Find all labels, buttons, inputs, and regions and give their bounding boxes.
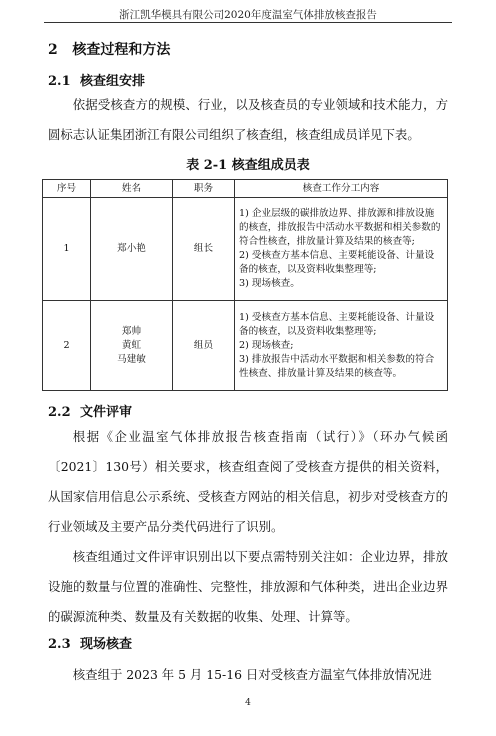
table-row [43, 198, 448, 301]
member-role: 组员 [173, 301, 235, 391]
table-header-row [43, 180, 448, 198]
running-header: 浙江凯华模具有限公司2020年度温室气体排放核查报告 [119, 9, 377, 21]
row-number: 1 [43, 198, 91, 301]
subsection-title: 文件评审 [80, 405, 133, 420]
subsection-number: 2.2 [48, 405, 71, 420]
subsection-2-2-heading [48, 401, 132, 420]
member-name: 郑帅 [121, 325, 142, 337]
member-duties [235, 301, 448, 391]
duty-item: 2) 受核查方基本信息、主要耗能设备、计量设备的核查，以及资料收集整理等; [239, 250, 435, 275]
member-role: 组长 [173, 198, 235, 301]
header-cell-duties: 核查工作分工内容 [235, 180, 448, 198]
duty-item: 1) 受核查方基本信息、主要耗能设备、计量设备的核查，以及资料收集整理等; [239, 311, 435, 337]
subsection-2-1-heading [48, 70, 145, 89]
subsection-2-3-heading [48, 633, 132, 652]
onsite-verification-paragraph: 核查组于 2023 年 5 月 15-16 日对受核查方温室气体排放情况进 [72, 667, 432, 682]
header-cell-no: 序号 [43, 180, 91, 198]
subsection-number: 2.3 [48, 637, 71, 652]
member-name: 马建敏 [117, 353, 146, 365]
duty-item: 3) 排放报告中活动水平数据和相关参数的符合性核查、排放量计算及结果的核查等。 [239, 353, 435, 379]
subsection-title: 核查组安排 [80, 74, 146, 89]
section-number: 2 [48, 42, 58, 58]
header-cell-role: 职务 [173, 180, 235, 198]
duty-item: 3) 现场核查。 [239, 278, 300, 289]
member-names [91, 301, 173, 391]
row-number: 2 [43, 301, 91, 391]
team-members-table [42, 179, 448, 391]
member-name: 郑小艳 [91, 198, 173, 301]
member-name: 黄虹 [121, 339, 142, 351]
header-cell-name: 姓名 [91, 180, 173, 198]
duty-item: 1) 企业层级的碳排放边界、排放源和排放设施的核查，排放报告中活动水平数据和相关参数的符合性核查，排放量计算及结果的核查等; [239, 208, 441, 247]
header-divider [44, 22, 452, 23]
table-caption: 表 2-1 核查组成员表 [186, 158, 310, 173]
section-heading [48, 39, 170, 59]
duty-item: 2) 现场核查; [239, 339, 294, 351]
subsection-title: 现场核查 [80, 637, 133, 652]
table-row [43, 301, 448, 391]
document-review-paragraph-1: 根据《企业温室气体排放报告核查指南（试行）》（环办气候函〔2021〕130号）相关要求，核查组查阅了受核查方提供的相关资料，从国家信用信息公示系统、受核查方网站的相关信息，初步对受核查方的行业领域及主要产品分类代码进行了识别。 [48, 429, 448, 534]
team-arrangement-paragraph: 依据受核查方的规模、行业，以及核查员的专业领域和技术能力，方圆标志认证集团浙江有限公司组织了核查组，核查组成员详见下表。 [48, 97, 448, 142]
member-duties [235, 198, 448, 301]
subsection-number: 2.1 [48, 74, 71, 89]
section-title: 核查过程和方法 [72, 42, 171, 58]
document-review-paragraph-2: 核查组通过文件评审识别出以下要点需特别关注如：企业边界，排放设施的数量与位置的准确性、完整性，排放源和气体种类，进出企业边界的碳源流种类、数量及有关数据的收集、处理、计算等。 [48, 549, 448, 624]
page-number: 4 [245, 698, 251, 708]
